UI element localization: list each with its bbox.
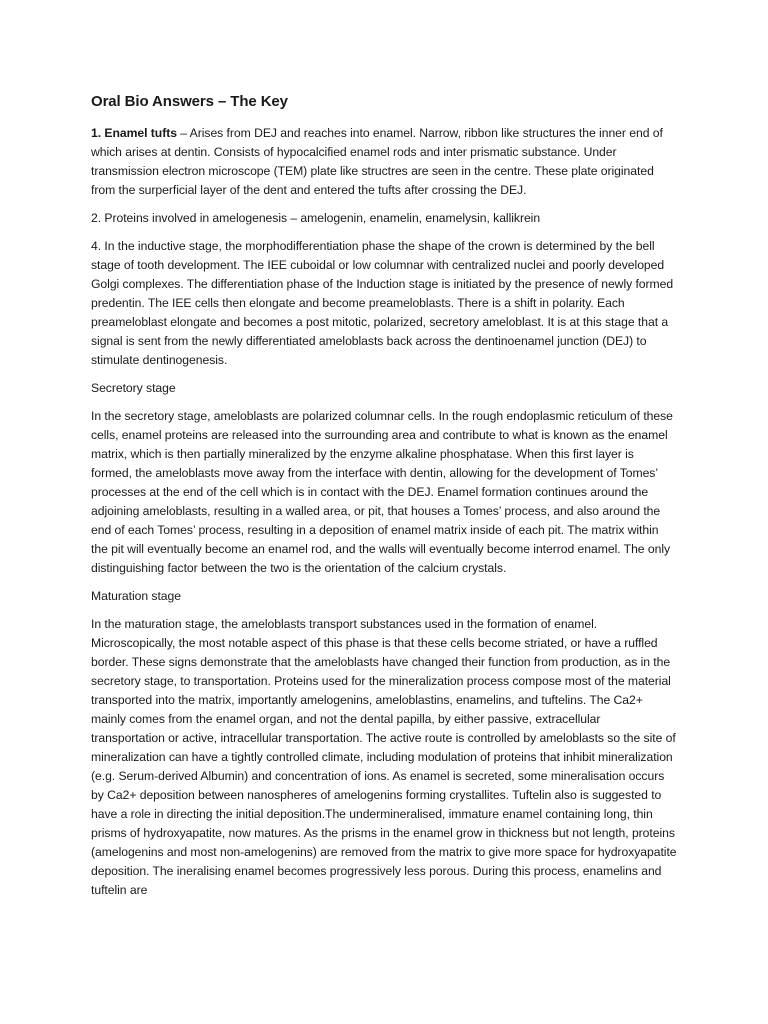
maturation-stage-heading: Maturation stage — [91, 589, 181, 603]
answer-4-paragraph: 4. In the inductive stage, the morphodifferentiation phase the shape of the crown is determined by the bell stage of tooth development. The IEE cuboidal or low columnar with centralized nuclei and poorly developed Golgi complexes. The differentiation phase of the Induction stage is initiated by the presence of newly formed predentin. The IEE cells then elongate and become preameloblasts. There is a shift in polarity. Each preameloblast elongate and becomes a post mitotic, polarized, secretory ameloblast. It is at this stage that a signal is sent from the newly differentiated ameloblasts back across the dentinoenamel junction (DEJ) to stimulate dentinogenesis. — [91, 239, 674, 367]
document-title: Oral Bio Answers – The Key — [91, 93, 288, 110]
secretory-stage-paragraph: In the secretory stage, ameloblasts are polarized columnar cells. In the rough endoplasmic reticulum of these cells, enamel proteins are released into the surrounding area and contribute to what is known as the enamel matrix, which is then partially mineralized by the enzyme alkaline phosphatase. When this first layer is formed, the ameloblasts move away from the interface with dentin, allowing for the development of Tomes’ processes at the end of the cell which is in contact with the DEJ. Enamel formation continues around the adjoining ameloblasts, resulting in a walled area, or pit, that houses a Tomes’ process, and also around the end of each Tomes’ process, resulting in a deposition of enamel matrix inside of each pit. The matrix within the pit will eventually become an enamel rod, and the walls will eventually become interrod enamel. The only distinguishing factor between the two is the orientation of the calcium crystals. — [91, 409, 673, 575]
secretory-stage-heading: Secretory stage — [91, 381, 176, 395]
answer-1-paragraph — [91, 124, 677, 200]
answer-2-paragraph: 2. Proteins involved in amelogenesis – amelogenin, enamelin, enamelysin, kallikrein — [91, 211, 541, 225]
answer-1-lead: 1. Enamel tufts — [91, 126, 177, 140]
document-page — [91, 92, 677, 909]
answer-1-text: – Arises from DEJ and reaches into enamel. Narrow, ribbon like structures the inner end of which arises at dentin. Consists of hypocalcified enamel rods and inter prismatic substance. Under transmission electron microscope (TEM) plate like structres are seen in the centre. These plate originated from the surperficial layer of the dent and entered the tufts after crossing the DEJ. — [91, 126, 663, 197]
maturation-stage-paragraph: In the maturation stage, the ameloblasts transport substances used in the formation of enamel. Microscopically, the most notable aspect of this phase is that these cells become striated, or have a ruffled border. These signs demonstrate that the ameloblasts have changed their function from production, as in the secretory stage, to transportation. Proteins used for the mineralization process compose most of the material transported into the matrix, importantly amelogenins, ameloblastins, enamelins, and tuftelins. The Ca2+ mainly comes from the enamel organ, and not the dental papilla, by either passive, extracellular transportation or active, intracellular transportation. The active route is controlled by ameloblasts so the site of mineralization can have a tightly controlled climate, including modulation of proteins that inhibit mineralization (e.g. Serum-derived Albumin) and concentration of ions. As enamel is secreted, some mineralisation occurs by Ca2+ deposition between nanospheres of amelogenins forming crystallites. Tuftelin also is suggested to have a role in directing the initial deposition.The undermineralised, immature enamel containing long, thin prisms of hydroxyapatite, now matures. As the prisms in the enamel grow in thickness but not length, proteins (amelogenins and most non-amelogenins) are removed from the matrix to give more space for hydroxyapatite deposition. The ineralising enamel becomes progressively less porous. During this process, enamelins and tuftelin are — [91, 617, 677, 897]
